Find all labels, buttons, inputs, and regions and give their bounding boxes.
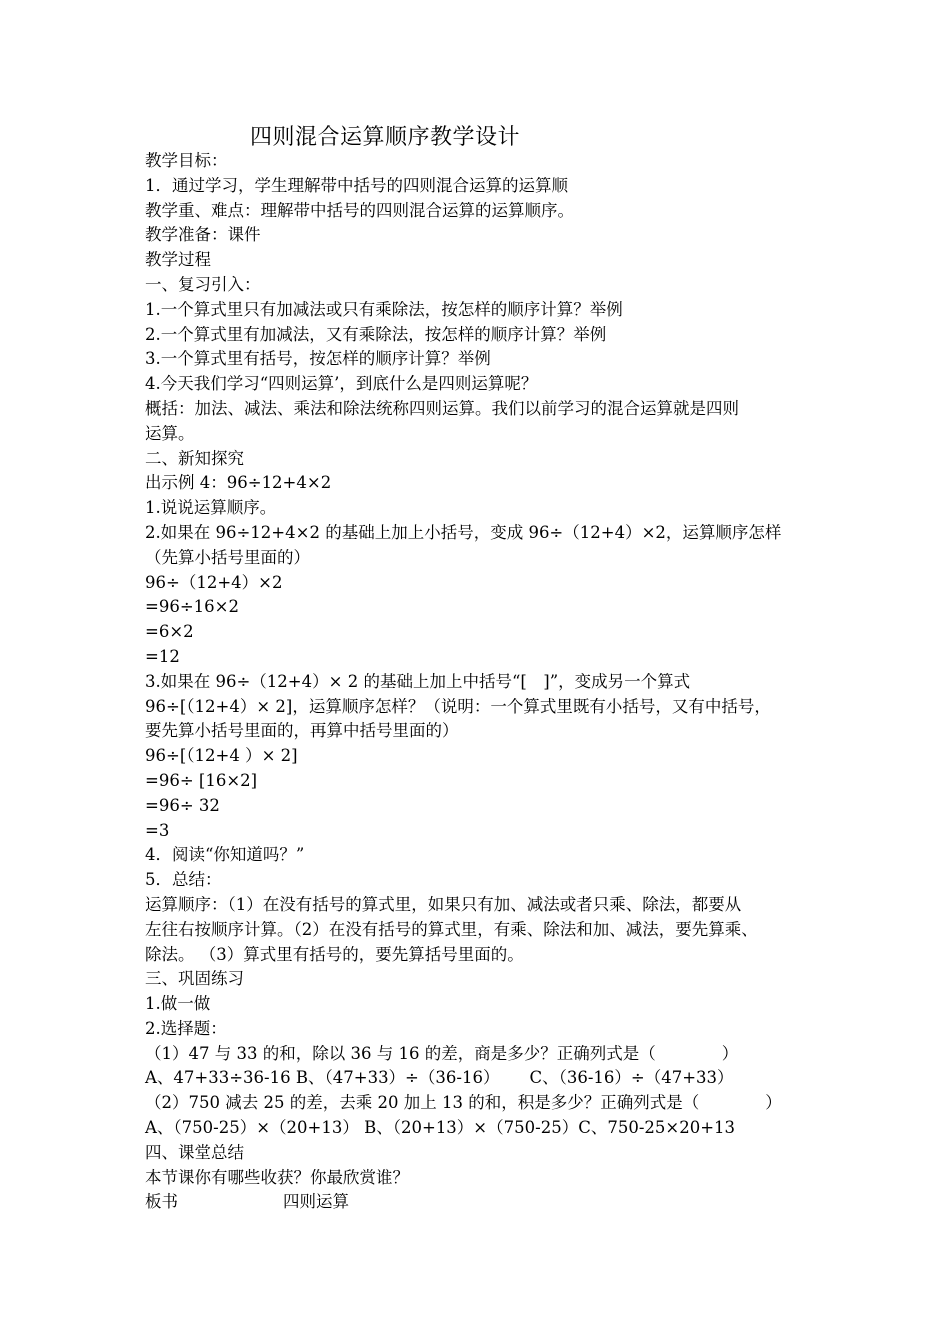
text-line: 4．阅读“你知道吗？” bbox=[145, 845, 305, 865]
text-line: 教学准备：课件 bbox=[145, 225, 261, 245]
text-line: 三、巩固练习 bbox=[145, 969, 244, 989]
text-line: 概括：加法、减法、乘法和除法统称四则运算。我们以前学习的混合运算就是四则 bbox=[145, 398, 739, 418]
text-line: 一、复习引入： bbox=[145, 274, 261, 294]
text-line: 教学重、难点：理解带中括号的四则混合运算的运算顺序。 bbox=[145, 200, 574, 220]
text-line: 二、新知探究 bbox=[145, 448, 244, 468]
text-line: 左往右按顺序计算。（2）在没有括号的算式里，有乘、除法和加、减法，要先算乘、 bbox=[145, 919, 758, 939]
text-line: =3 bbox=[145, 820, 170, 840]
text-line: =96÷16×2 bbox=[145, 597, 239, 617]
text-line: 2.一个算式里有加减法，又有乘除法，按怎样的顺序计算？举例 bbox=[145, 324, 607, 344]
board-line bbox=[145, 1190, 810, 1215]
text-line: =96÷ 32 bbox=[145, 795, 220, 815]
text-line: 1.做一做 bbox=[145, 994, 211, 1014]
text-line: 除法。 （3）算式里有括号的，要先算括号里面的。 bbox=[145, 944, 524, 964]
document-title: 四则混合运算顺序教学设计 bbox=[250, 125, 521, 150]
text-line: 5．总结： bbox=[145, 870, 222, 890]
text-line: 运算。 bbox=[145, 423, 195, 443]
text-line: 4.今天我们学习“四则运算’，到底什么是四则运算呢？ bbox=[145, 374, 538, 394]
text-line: A、（750-25）×（20+13） B、（20+13）×（750-25）C、750-25×20+13 bbox=[145, 1118, 736, 1138]
text-line: 1．通过学习，学生理解带中括号的四则混合运算的运算顺 bbox=[145, 175, 568, 195]
text-line: 96÷[（12+4 ）× 2] bbox=[145, 746, 298, 766]
text-line: 要先算小括号里面的，再算中括号里面的） bbox=[145, 721, 459, 741]
board-text: 四则运算 bbox=[283, 1192, 349, 1212]
text-line: （1）47 与 33 的和，除以 36 与 16 的差，商是多少？正确列式是（ ） bbox=[145, 1043, 739, 1063]
text-line: 四、课堂总结 bbox=[145, 1142, 244, 1162]
text-line: A、47+33÷36-16 B、（47+33）÷（36-16） C、（36-16）÷（47+33） bbox=[145, 1068, 734, 1088]
text-line: =96÷ [16×2] bbox=[145, 770, 258, 790]
text-line: 运算顺序：（1）在没有括号的算式里，如果只有加、减法或者只乘、除法，都要从 bbox=[145, 894, 742, 914]
text-line: 96÷（12+4）×2 bbox=[145, 572, 283, 592]
text-line: =6×2 bbox=[145, 622, 194, 642]
text-line: 3.如果在 96÷（12+4）× 2 的基础上加上中括号“[ ]”，变成另一个算式 bbox=[145, 671, 691, 691]
text-line: 3.一个算式里有括号，按怎样的顺序计算？举例 bbox=[145, 349, 491, 369]
text-line: 1.一个算式里只有加减法或只有乘除法，按怎样的顺序计算？举例 bbox=[145, 299, 623, 319]
text-line: 2.如果在 96÷12+4×2 的基础上加上小括号，变成 96÷（12+4）×2，运算顺序怎样 bbox=[145, 522, 782, 542]
text-line: 教学过程 bbox=[145, 250, 211, 270]
text-line: 96÷[（12+4）× 2]，运算顺序怎样？（说明：一个算式里既有小括号，又有中括号， bbox=[145, 696, 771, 716]
text-line: （2）750 减去 25 的差，去乘 20 加上 13 的和，积是多少？正确列式是（ ） bbox=[145, 1093, 782, 1113]
text-line: 2.选择题： bbox=[145, 1018, 227, 1038]
text-line: 本节课你有哪些收获？你最欣赏谁？ bbox=[145, 1167, 409, 1187]
text-line: 教学目标： bbox=[145, 151, 228, 170]
text-line: （先算小括号里面的） bbox=[145, 547, 310, 567]
text-line: 1.说说运算顺序。 bbox=[145, 498, 277, 518]
board-label: 板书 bbox=[145, 1192, 178, 1212]
text-line: =12 bbox=[145, 646, 180, 666]
text-line: 出示例 4：96÷12+4×2 bbox=[145, 473, 332, 493]
document-body bbox=[145, 149, 810, 1215]
